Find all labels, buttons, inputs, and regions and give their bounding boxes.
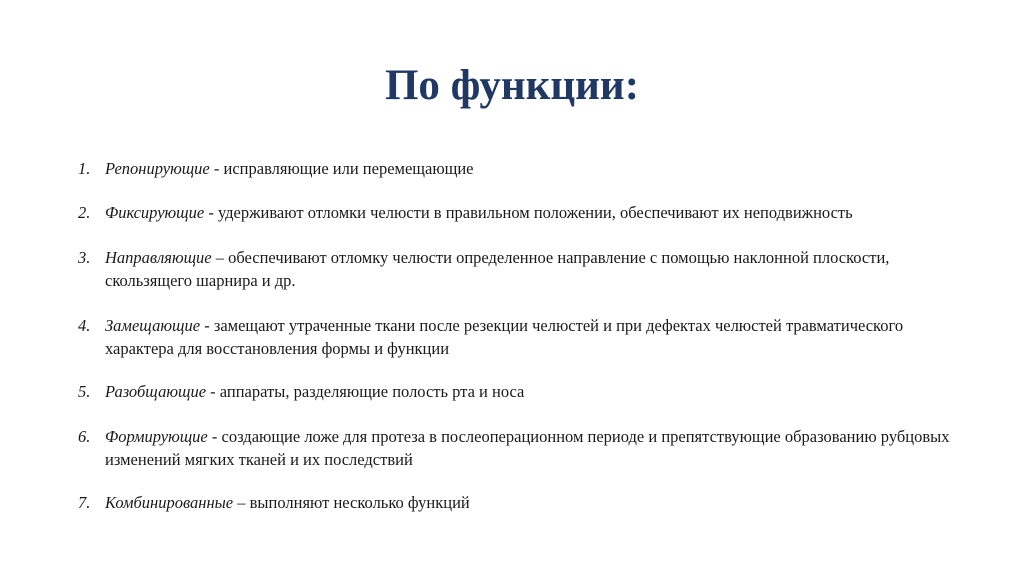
item-separator: – [211, 248, 229, 267]
item-text: аппараты, разделяющие полость рта и носа [219, 382, 525, 401]
item-number: 6. [78, 427, 91, 446]
item-term: Формирующие [105, 427, 208, 446]
item-separator: – [233, 493, 250, 512]
item-number: 7. [78, 493, 91, 512]
item-term: Разобщающие [105, 382, 207, 401]
item-separator: - [207, 427, 222, 446]
item-separator: - [209, 159, 224, 178]
item-term: Репонирующие [105, 159, 210, 178]
list-item [78, 201, 853, 224]
item-text: обеспечивают отломку челюсти определенное направление с помощью наклонной плоскости, скользящего шарнира и др. [105, 248, 890, 290]
list-item [78, 157, 474, 180]
item-text: исправляющие или перемещающие [223, 159, 474, 178]
item-number: 3. [78, 248, 91, 267]
item-term: Направляющие [105, 248, 212, 267]
item-separator: - [200, 316, 214, 335]
item-separator: - [204, 203, 218, 222]
slide-title: По функции: [384, 62, 640, 109]
item-number: 1. [78, 159, 91, 178]
item-text: замещают утраченные ткани после резекции челюстей и при дефектах челюстей травматического характера для восстановления формы и функции [105, 316, 904, 358]
item-term: Замещающие [105, 316, 201, 335]
list-item [78, 491, 470, 514]
item-text: выполняют несколько функций [249, 493, 470, 512]
item-number: 2. [78, 203, 91, 222]
list-item [78, 246, 925, 292]
item-number: 5. [78, 382, 91, 401]
item-separator: - [206, 382, 220, 401]
item-text: удерживают отломки челюсти в правильном положении, обеспечивают их неподвижность [217, 203, 853, 222]
item-text: создающие ложе для протеза в послеоперационном периоде и препятствующие образованию рубцовых изменений мягких тканей и их последствий [105, 427, 950, 469]
list-item [78, 314, 925, 360]
list-item [78, 425, 985, 471]
item-number: 4. [78, 316, 91, 335]
list-item [78, 380, 524, 403]
item-term: Фиксирующие [105, 203, 205, 222]
item-term: Комбинированные [105, 493, 234, 512]
